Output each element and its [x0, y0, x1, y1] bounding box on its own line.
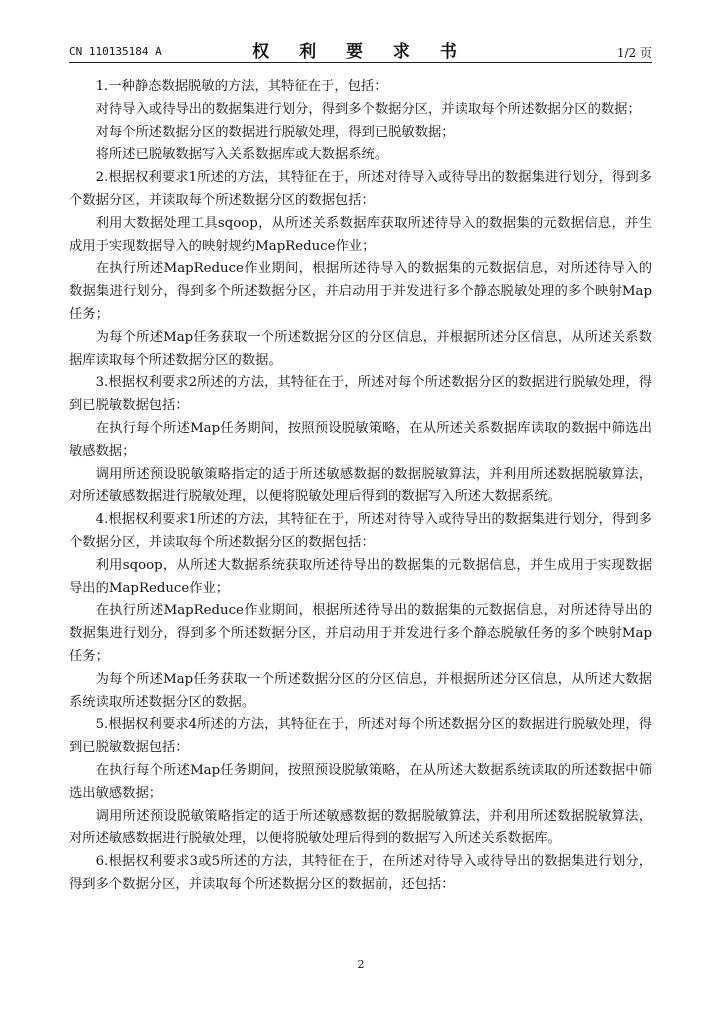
claim-1-heading: 1.一种静态数据脱敏的方法，其特征在于，包括： — [95, 79, 388, 94]
claim-3-heading: 3.根据权利要求2所述的方法，其特征在于，所述对每个所述数据分区的数据进行脱敏处理，得到已脱敏数据包括： — [69, 375, 652, 414]
claim-2-heading: 2.根据权利要求1所述的方法，其特征在于，所述对待导入或待导出的数据集进行划分，得到多个数据分区，并读取每个所述数据分区的数据包括： — [69, 170, 652, 208]
claim-4-step-map-task: 为每个所述Map任务获取一个所述数据分区的分区信息，并根据所述分区信息，从所述大数据系统读取所述数据分区的数据。 — [69, 671, 652, 710]
claim-5-step-algorithm: 调用所述预设脱敏策略指定的适于所述敏感数据的数据脱敏算法，并利用所述数据脱敏算法，对所述敏感数据进行脱敏处理，以便将脱敏处理后得到的数据写入所述关系数据库。 — [69, 808, 652, 847]
claim-5-heading: 5.根据权利要求4所述的方法，其特征在于，所述对每个所述数据分区的数据进行脱敏处理，得到已脱敏数据包括： — [69, 717, 652, 756]
page-indicator: 1/2 页 — [616, 46, 652, 60]
claim-1-step-desensitize: 对每个所述数据分区的数据进行脱敏处理，得到已脱敏数据； — [95, 124, 455, 140]
section-title: 权 利 要 求 书 — [252, 42, 469, 62]
claim-2-step-sqoop: 利用大数据处理工具sqoop，从所述关系数据库获取所述待导入的数据集的元数据信息，并生成用于实现数据导入的映射规约MapReduce作业； — [69, 215, 652, 254]
claim-4-step-sqoop: 利用sqoop，从所述大数据系统获取所述待导出的数据集的元数据信息，并生成用于实现数据导出的MapReduce作业； — [69, 557, 652, 596]
claim-3-step-algorithm: 调用所述预设脱敏策略指定的适于所述敏感数据的数据脱敏算法，并利用所述数据脱敏算法，对所述敏感数据进行脱敏处理，以便将脱敏处理后得到的数据写入所述大数据系统。 — [69, 466, 652, 505]
claim-1-step-write: 将所述已脱敏数据写入关系数据库或大数据系统。 — [95, 147, 389, 163]
publication-number: CN 110135184 A — [69, 45, 162, 58]
claim-1-step-partition: 对待导入或待导出的数据集进行划分，得到多个数据分区，并读取每个所述数据分区的数据； — [95, 101, 641, 117]
claim-5-step-filter: 在执行每个所述Map任务期间，按照预设脱敏策略，在从所述大数据系统读取的所述数据中筛选出敏感数据； — [69, 762, 652, 801]
claim-4-heading: 4.根据权利要求1所述的方法，其特征在于，所述对待导入或待导出的数据集进行划分，得到多个数据分区，并读取每个所述数据分区的数据包括： — [69, 512, 652, 550]
claims-body — [69, 76, 652, 897]
page-number: 2 — [357, 958, 365, 971]
claim-2-step-mapreduce: 在执行所述MapReduce作业期间，根据所述待导入的数据集的元数据信息，对所述待导入的数据集进行划分，得到多个所述数据分区，并启动用于并发进行多个静态脱敏处理的多个映射Map任务； — [69, 261, 652, 322]
header-divider — [69, 62, 652, 63]
claim-2-step-map-task: 为每个所述Map任务获取一个所述数据分区的分区信息，并根据所述分区信息，从所述关系数据库读取每个所述数据分区的数据。 — [69, 329, 652, 368]
claim-4-step-mapreduce: 在执行所述MapReduce作业期间，根据所述待导出的数据集的元数据信息，对所述待导出的数据集进行划分，得到多个所述数据分区，并启动用于并发进行多个静态脱敏任务的多个映射Map任务； — [69, 603, 652, 664]
claim-3-step-filter: 在执行每个所述Map任务期间，按照预设脱敏策略，在从所述关系数据库读取的数据中筛选出敏感数据； — [69, 420, 652, 459]
claim-6-heading: 6.根据权利要求3或5所述的方法，其特征在于，在所述对待导入或待导出的数据集进行划分，得到多个数据分区，并读取每个所述数据分区的数据前，还包括： — [69, 854, 652, 892]
page-header — [69, 37, 652, 63]
